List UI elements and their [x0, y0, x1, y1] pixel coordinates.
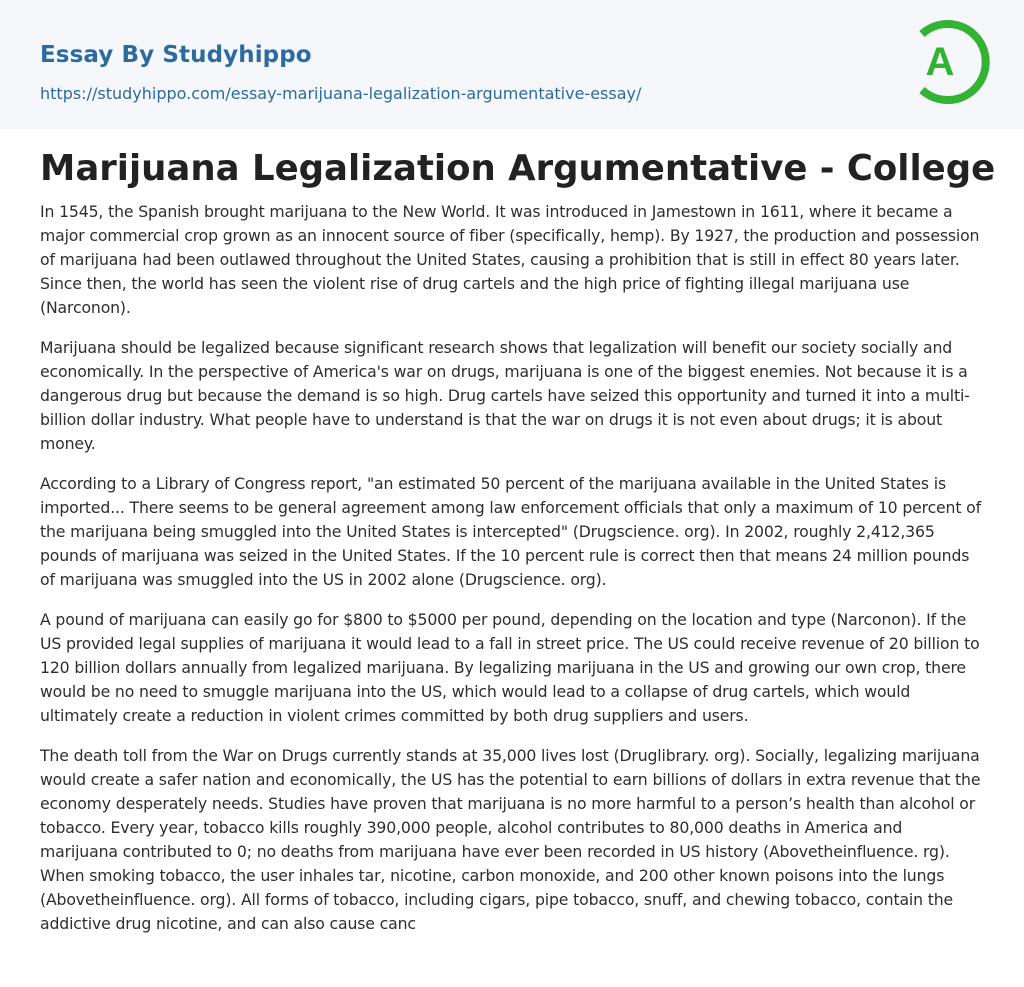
article-title: Marijuana Legalization Argumentative - College — [40, 148, 996, 189]
article-paragraph: The death toll from the War on Drugs currently stands at 35,000 lives lost (Druglibrary. org). Socially, legalizing marijuana would create a safer nation and economically, the US has the potential to earn billions of dollars in extra revenue that the economy desperately needs. Studies have proven that marijuana is no more harmful to a person’s health than alcohol or tobacco. Every year, tobacco kills roughly 390,000 people, alcohol contributes to 80,000 deaths in America and marijuana contributed to 0; no deaths from marijuana have ever been recorded in US history (Abovetheinfluence. rg). When smoking tobacco, the user inhales tar, nicotine, carbon monoxide, and 200 other known poisons into the lungs (Abovetheinfluence. org). All forms of tobacco, including cigars, pipe tobacco, snuff, and chewing tobacco, contain the addictive drug nicotine, and can also cause canc — [40, 746, 981, 933]
site-brand[interactable]: Essay By Studyhippo — [40, 42, 312, 68]
article-paragraph: According to a Library of Congress report, "an estimated 50 percent of the marijuana available in the United States is imported... There seems to be general agreement among law enforcement officials that only a maximum of 10 percent of the marijuana being smuggled into the United States is intercepted" (Drugscience. org). In 2002, roughly 2,412,365 pounds of marijuana was seized in the United States. If the 10 percent rule is correct then that means 24 million pounds of marijuana was smuggled into the US in 2002 alone (Drugscience. org). — [40, 474, 982, 589]
article — [0, 129, 1024, 936]
site-header — [0, 0, 1024, 129]
article-paragraph: Marijuana should be legalized because significant research shows that legalization will benefit our society socially and economically. In the perspective of America's war on drugs, marijuana is one of the biggest enemies. Not because it is a dangerous drug but because the demand is so high. Drug cartels have seized this opportunity and turned it into a multi-billion dollar industry. What people have to understand is that the war on drugs it is not even about drugs; it is about money. — [40, 338, 970, 453]
studyhippo-logo-icon[interactable] — [906, 16, 992, 108]
article-paragraph: A pound of marijuana can easily go for $800 to $5000 per pound, depending on the location and type (Narconon). If the US provided legal supplies of marijuana it would lead to a fall in street price. The US could receive revenue of 20 billion to 120 billion dollars annually from legalized marijuana. By legalizing marijuana in the US and growing our own crop, there would be no need to smuggle marijuana into the US, which would lead to a collapse of drug cartels, which would ultimately create a reduction in violent crimes committed by both drug suppliers and users. — [40, 610, 980, 725]
source-url-link[interactable]: https://studyhippo.com/essay-marijuana-legalization-argumentative-essay/ — [40, 84, 642, 103]
article-paragraph: In 1545, the Spanish brought marijuana to the New World. It was introduced in Jamestown in 1611, where it became a major commercial crop grown as an innocent source of fiber (specifically, hemp). By 1927, the production and possession of marijuana had been outlawed throughout the United States, causing a prohibition that is still in effect 80 years later. Since then, the world has seen the violent rise of drug cartels and the high price of fighting illegal marijuana use (Narconon). — [40, 202, 980, 317]
logo-letter: A — [925, 40, 955, 84]
